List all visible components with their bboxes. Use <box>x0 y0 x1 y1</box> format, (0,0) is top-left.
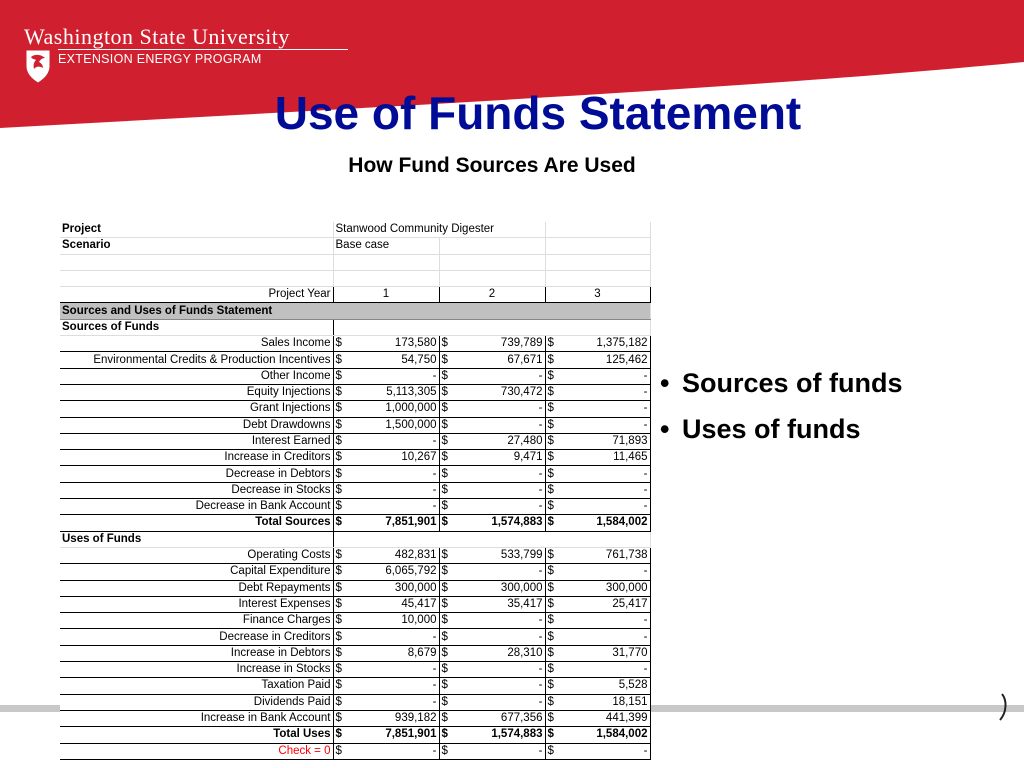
value-cell: - <box>347 694 439 710</box>
value-cell: - <box>347 499 439 515</box>
use-row-label: Increase in Bank Account <box>60 710 333 726</box>
currency-symbol: $ <box>333 596 347 612</box>
currency-symbol: $ <box>333 336 347 352</box>
statement-heading: Sources and Uses of Funds Statement <box>60 303 650 319</box>
source-row-label: Other Income <box>60 368 333 384</box>
currency-symbol: $ <box>439 515 453 531</box>
currency-symbol: $ <box>545 417 559 433</box>
source-row <box>60 499 650 515</box>
currency-symbol: $ <box>333 384 347 400</box>
currency-symbol: $ <box>333 629 347 645</box>
use-row <box>60 629 650 645</box>
currency-symbol: $ <box>439 547 453 563</box>
source-row-label: Decrease in Bank Account <box>60 499 333 515</box>
value-cell: 25,417 <box>559 596 650 612</box>
value-cell: 1,500,000 <box>347 417 439 433</box>
cougar-crest-icon <box>24 48 52 84</box>
currency-symbol: $ <box>333 547 347 563</box>
currency-symbol: $ <box>439 401 453 417</box>
blank-row <box>60 254 650 270</box>
value-cell: 939,182 <box>347 710 439 726</box>
slide-subtitle: How Fund Sources Are Used <box>348 154 636 177</box>
use-row <box>60 613 650 629</box>
value-cell: 31,770 <box>559 645 650 661</box>
value-cell: - <box>559 629 650 645</box>
use-row-label: Capital Expenditure <box>60 564 333 580</box>
value-cell: 8,679 <box>347 645 439 661</box>
source-row <box>60 336 650 352</box>
source-row-label: Grant Injections <box>60 401 333 417</box>
use-row-label: Increase in Stocks <box>60 662 333 678</box>
currency-symbol: $ <box>545 433 559 449</box>
value-cell: - <box>453 662 545 678</box>
value-cell: 5,113,305 <box>347 384 439 400</box>
value-cell: 5,528 <box>559 678 650 694</box>
year-header: 3 <box>545 287 650 303</box>
project-year-row <box>60 287 650 303</box>
check-row <box>60 743 650 759</box>
currency-symbol: $ <box>439 368 453 384</box>
value-cell: 27,480 <box>453 433 545 449</box>
currency-symbol: $ <box>439 433 453 449</box>
use-row <box>60 678 650 694</box>
currency-symbol: $ <box>333 662 347 678</box>
use-row-label: Debt Repayments <box>60 580 333 596</box>
project-label: Project <box>60 222 333 238</box>
source-row <box>60 450 650 466</box>
source-row-label: Equity Injections <box>60 384 333 400</box>
blank-row <box>60 270 650 286</box>
currency-symbol: $ <box>545 336 559 352</box>
project-value: Stanwood Community Digester <box>333 222 545 238</box>
currency-symbol: $ <box>439 662 453 678</box>
value-cell: 1,584,002 <box>559 515 650 531</box>
currency-symbol: $ <box>333 417 347 433</box>
currency-symbol: $ <box>333 613 347 629</box>
currency-symbol: $ <box>333 466 347 482</box>
value-cell: - <box>559 401 650 417</box>
bullet-item <box>660 414 903 445</box>
currency-symbol: $ <box>439 336 453 352</box>
currency-symbol: $ <box>333 727 347 743</box>
value-cell: 300,000 <box>347 580 439 596</box>
uses-heading-row <box>60 531 650 547</box>
use-row-label: Dividends Paid <box>60 694 333 710</box>
currency-symbol: $ <box>439 613 453 629</box>
currency-symbol: $ <box>545 450 559 466</box>
value-cell: - <box>559 368 650 384</box>
currency-symbol: $ <box>545 678 559 694</box>
value-cell: - <box>453 629 545 645</box>
currency-symbol: $ <box>545 564 559 580</box>
value-cell: - <box>559 482 650 498</box>
value-cell: 1,574,883 <box>453 515 545 531</box>
currency-symbol: $ <box>545 515 559 531</box>
bullet-text: Uses of funds <box>682 414 861 444</box>
currency-symbol: $ <box>545 580 559 596</box>
use-row <box>60 694 650 710</box>
value-cell: - <box>559 743 650 759</box>
use-row-label: Operating Costs <box>60 547 333 563</box>
currency-symbol: $ <box>545 743 559 759</box>
value-cell: 67,671 <box>453 352 545 368</box>
currency-symbol: $ <box>439 710 453 726</box>
value-cell: 7,851,901 <box>347 727 439 743</box>
value-cell: - <box>347 629 439 645</box>
currency-symbol: $ <box>439 352 453 368</box>
slide-title: Use of Funds Statement <box>274 87 802 139</box>
sources-heading: Sources of Funds <box>60 319 333 335</box>
currency-symbol: $ <box>333 580 347 596</box>
currency-symbol: $ <box>545 629 559 645</box>
currency-symbol: $ <box>333 645 347 661</box>
value-cell: 45,417 <box>347 596 439 612</box>
total-uses-row-label: Total Uses <box>60 727 333 743</box>
source-row <box>60 417 650 433</box>
bullet-dot-icon: • <box>660 414 670 444</box>
currency-symbol: $ <box>439 564 453 580</box>
value-cell: 28,310 <box>453 645 545 661</box>
source-row-label: Sales Income <box>60 336 333 352</box>
value-cell: 11,465 <box>559 450 650 466</box>
value-cell: 7,851,901 <box>347 515 439 531</box>
value-cell: - <box>453 678 545 694</box>
use-row <box>60 580 650 596</box>
currency-symbol: $ <box>439 727 453 743</box>
currency-symbol: $ <box>333 368 347 384</box>
use-row <box>60 564 650 580</box>
value-cell: 677,356 <box>453 710 545 726</box>
value-cell: - <box>453 466 545 482</box>
source-row <box>60 466 650 482</box>
value-cell: - <box>559 499 650 515</box>
source-row-label: Debt Drawdowns <box>60 417 333 433</box>
use-row <box>60 710 650 726</box>
value-cell: - <box>453 482 545 498</box>
value-cell: - <box>559 662 650 678</box>
currency-symbol: $ <box>333 564 347 580</box>
value-cell: - <box>559 384 650 400</box>
source-row <box>60 352 650 368</box>
currency-symbol: $ <box>545 368 559 384</box>
currency-symbol: $ <box>333 678 347 694</box>
total-uses-row <box>60 727 650 743</box>
sources-heading-row <box>60 319 650 335</box>
source-row <box>60 401 650 417</box>
value-cell: 761,738 <box>559 547 650 563</box>
source-row <box>60 384 650 400</box>
currency-symbol: $ <box>333 710 347 726</box>
currency-symbol: $ <box>333 694 347 710</box>
source-row-label: Decrease in Debtors <box>60 466 333 482</box>
currency-symbol: $ <box>545 613 559 629</box>
value-cell: - <box>453 694 545 710</box>
currency-symbol: $ <box>439 580 453 596</box>
source-row <box>60 368 650 384</box>
currency-symbol: $ <box>545 547 559 563</box>
value-cell: - <box>347 743 439 759</box>
currency-symbol: $ <box>545 384 559 400</box>
currency-symbol: $ <box>333 499 347 515</box>
funds-statement-table <box>60 222 651 760</box>
project-year-label: Project Year <box>60 287 333 303</box>
value-cell: 9,471 <box>453 450 545 466</box>
source-row-label: Environmental Credits & Production Incentives <box>60 352 333 368</box>
value-cell: - <box>347 678 439 694</box>
value-cell: - <box>453 401 545 417</box>
bullet-list <box>660 368 903 460</box>
value-cell: - <box>453 743 545 759</box>
value-cell: 1,584,002 <box>559 727 650 743</box>
currency-symbol: $ <box>333 482 347 498</box>
value-cell: - <box>347 482 439 498</box>
value-cell: 173,580 <box>347 336 439 352</box>
currency-symbol: $ <box>439 450 453 466</box>
program-name: EXTENSION ENERGY PROGRAM <box>58 52 262 66</box>
value-cell: - <box>453 499 545 515</box>
value-cell: - <box>559 417 650 433</box>
funds-statement-body <box>60 222 650 759</box>
bottom-curve-decoration <box>990 690 1010 726</box>
use-row <box>60 645 650 661</box>
currency-symbol: $ <box>439 466 453 482</box>
currency-symbol: $ <box>545 596 559 612</box>
bullet-text: Sources of funds <box>682 368 903 398</box>
currency-symbol: $ <box>439 678 453 694</box>
source-row <box>60 433 650 449</box>
value-cell: - <box>453 368 545 384</box>
currency-symbol: $ <box>545 352 559 368</box>
currency-symbol: $ <box>545 645 559 661</box>
currency-symbol: $ <box>545 710 559 726</box>
university-name: Washington State University <box>24 24 290 49</box>
total-sources-row-label: Total Sources <box>60 515 333 531</box>
currency-symbol: $ <box>439 645 453 661</box>
source-row <box>60 482 650 498</box>
total-sources-row <box>60 515 650 531</box>
year-header: 2 <box>439 287 545 303</box>
value-cell: - <box>453 564 545 580</box>
currency-symbol: $ <box>333 433 347 449</box>
currency-symbol: $ <box>439 596 453 612</box>
currency-symbol: $ <box>545 662 559 678</box>
value-cell: - <box>559 564 650 580</box>
currency-symbol: $ <box>333 515 347 531</box>
use-row-label: Taxation Paid <box>60 678 333 694</box>
value-cell: 6,065,792 <box>347 564 439 580</box>
use-row <box>60 547 650 563</box>
value-cell: 441,399 <box>559 710 650 726</box>
use-row <box>60 596 650 612</box>
currency-symbol: $ <box>439 743 453 759</box>
currency-symbol: $ <box>333 352 347 368</box>
currency-symbol: $ <box>439 499 453 515</box>
value-cell: 1,574,883 <box>453 727 545 743</box>
bullet-dot-icon: • <box>660 368 670 398</box>
check-row-label: Check = 0 <box>60 743 333 759</box>
year-header: 1 <box>333 287 439 303</box>
value-cell: 1,000,000 <box>347 401 439 417</box>
value-cell: 54,750 <box>347 352 439 368</box>
currency-symbol: $ <box>545 727 559 743</box>
currency-symbol: $ <box>333 743 347 759</box>
logo-divider <box>58 49 348 50</box>
use-row-label: Finance Charges <box>60 613 333 629</box>
currency-symbol: $ <box>439 694 453 710</box>
value-cell: 18,151 <box>559 694 650 710</box>
value-cell: - <box>559 466 650 482</box>
value-cell: - <box>559 613 650 629</box>
value-cell: 10,267 <box>347 450 439 466</box>
source-row-label: Increase in Creditors <box>60 450 333 466</box>
currency-symbol: $ <box>545 401 559 417</box>
currency-symbol: $ <box>439 482 453 498</box>
currency-symbol: $ <box>333 401 347 417</box>
value-cell: 482,831 <box>347 547 439 563</box>
scenario-row <box>60 238 650 254</box>
value-cell: - <box>453 417 545 433</box>
currency-symbol: $ <box>545 499 559 515</box>
statement-heading-row <box>60 303 650 319</box>
source-row-label: Decrease in Stocks <box>60 482 333 498</box>
value-cell: - <box>347 368 439 384</box>
value-cell: 10,000 <box>347 613 439 629</box>
value-cell: 533,799 <box>453 547 545 563</box>
value-cell: 125,462 <box>559 352 650 368</box>
currency-symbol: $ <box>439 629 453 645</box>
value-cell: 71,893 <box>559 433 650 449</box>
currency-symbol: $ <box>545 694 559 710</box>
source-row-label: Interest Earned <box>60 433 333 449</box>
bullet-item <box>660 368 903 399</box>
value-cell: 300,000 <box>453 580 545 596</box>
value-cell: 1,375,182 <box>559 336 650 352</box>
project-row <box>60 222 650 238</box>
scenario-label: Scenario <box>60 238 333 254</box>
value-cell: - <box>347 662 439 678</box>
value-cell: - <box>453 613 545 629</box>
value-cell: - <box>347 433 439 449</box>
currency-symbol: $ <box>545 466 559 482</box>
use-row-label: Interest Expenses <box>60 596 333 612</box>
scenario-value: Base case <box>333 238 439 254</box>
value-cell: 730,472 <box>453 384 545 400</box>
use-row-label: Increase in Debtors <box>60 645 333 661</box>
currency-symbol: $ <box>439 417 453 433</box>
currency-symbol: $ <box>333 450 347 466</box>
use-row-label: Decrease in Creditors <box>60 629 333 645</box>
currency-symbol: $ <box>439 384 453 400</box>
value-cell: 35,417 <box>453 596 545 612</box>
value-cell: 739,789 <box>453 336 545 352</box>
value-cell: - <box>347 466 439 482</box>
currency-symbol: $ <box>545 482 559 498</box>
value-cell: 300,000 <box>559 580 650 596</box>
use-row <box>60 662 650 678</box>
uses-heading: Uses of Funds <box>60 531 333 547</box>
